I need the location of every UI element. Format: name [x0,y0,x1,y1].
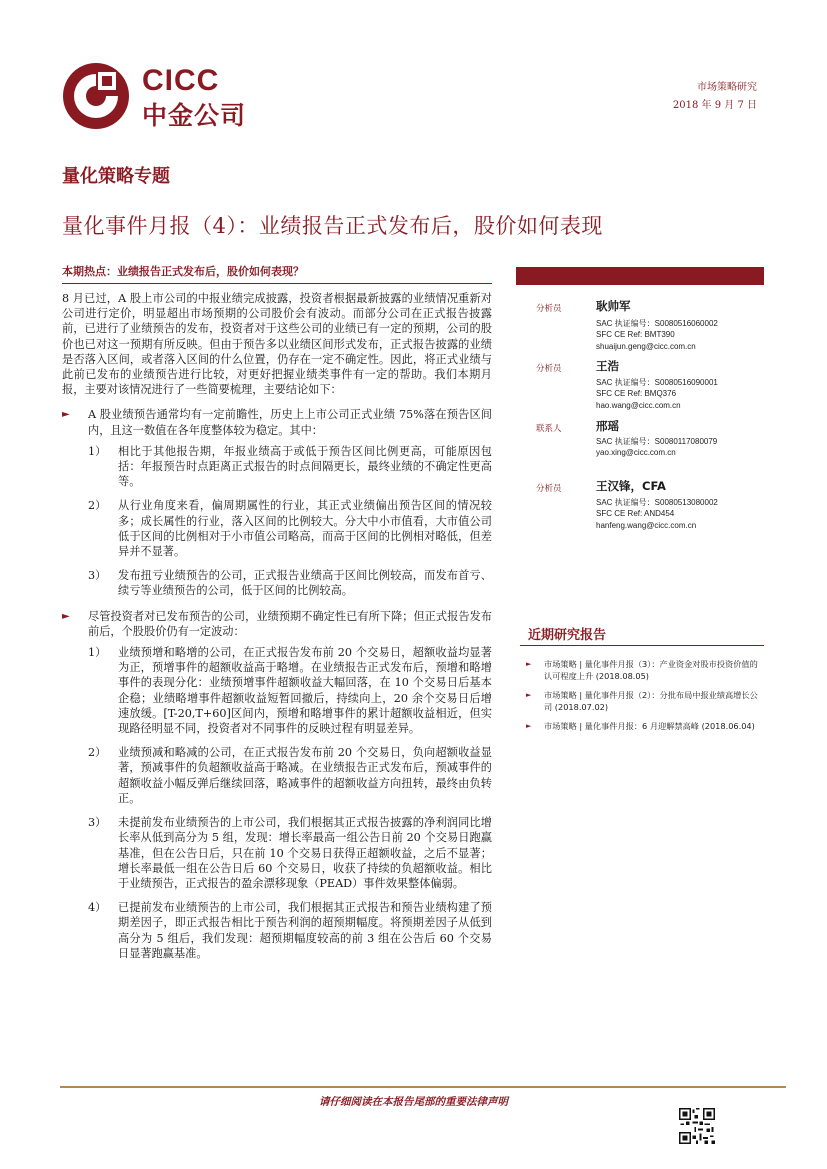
list-number: 2） [88,746,107,760]
main-body [62,291,492,970]
analyst-sfc: SFC CE Ref: BMT390 [596,330,675,339]
cicc-logo-icon [62,62,130,130]
analyst-email[interactable]: shuaijun.geng@cicc.com.cn [596,342,696,351]
analyst-email[interactable]: hanfeng.wang@cicc.com.cn [596,521,697,530]
hotspot-heading: 本期热点：业绩报告正式发布后，股价如何表现？ [62,265,304,278]
list-item [88,900,492,961]
list-text: 从行业角度来看，偏周期属性的行业，其正式业绩偏出预告区间的情况较多；成长属性的行业，落入区间的比例较大。分大中小市值看，大市值公司低于区间的比例相对于小市值公司略高，而高于区间的比例相对略低，但差异并不显著。 [118,499,492,559]
list-item [88,815,492,891]
analyst-name: 耿帅军 [596,299,631,313]
list-text: 相比于其他报告期，年报业绩高于或低于预告区间比例更高，可能原因包括：年报预告时点距离正式报告的时点间隔更长，最终业绩的不确定性更高等。 [118,444,492,489]
recent-report-item[interactable] [526,720,762,732]
analyst-name: 邢瑶 [596,419,619,433]
list-number: 2） [88,499,107,513]
list-number: 4） [88,901,107,915]
series-title: 量化策略专题 [62,166,170,187]
bullet-icon: ► [526,660,532,668]
list-number: 1） [88,444,107,458]
page-title: 量化事件月报（4）：业绩报告正式发布后，股价如何表现 [62,214,603,238]
analyst-name: 王浩 [596,359,619,373]
analyst-sfc: SFC CE Ref: BMQ376 [596,389,677,398]
qr-code-icon [679,1108,715,1144]
list-text: 未提前发布业绩预告的上市公司，我们根据其正式报告披露的净利润同比增长率从低到高分为 5 组，发现：增长率最高一组公告日前 20 个交易日跑赢基准，但在公告日后，只在前 10 个交易日获得正超额收益，之后不显著；增长率最低一组在公告日后 60 个交易日，收获了持续的负超额收益。相比于业绩预告，正式报告的盈余漂移现象（PEAD）事件效果整体偏弱。 [118,816,492,890]
bullet-icon: ► [526,691,532,699]
logo-text-zh: 中金公司 [142,101,247,130]
recent-report-text: 市场策略 | 量化事件月报（2）：分批布局中报业绩高增长公司 (2018.07.02) [544,690,758,712]
list-item [88,745,492,806]
analyst-role: 联系人 [536,424,562,434]
list-text: 已提前发布业绩预告的上市公司，我们根据其正式报告和预告业绩构建了预期差因子，即正式报告相比于预告利润的超预期幅度。将预期差因子从低到高分为 5 组后，我们发现：超预期幅度较高的前 3 组在公告后 60 个交易日显著跑赢基准。 [118,901,492,960]
analyst-sac: SAC 执证编号：S0080516060002 [596,319,718,328]
recent-report-text: 市场策略 | 量化事件月报：6 月迎解禁高峰 (2018.06.04) [544,721,755,731]
footer-divider [60,1086,786,1088]
recent-report-item[interactable] [526,689,762,713]
analyst-sac: SAC 执证编号：S0080117080079 [596,437,718,446]
bullet-text: 尽管投资者对已发布预告的公司，业绩预期不确定性已有所下降；但正式报告发布前后，个股股价仍有一定波动： [88,609,492,638]
analyst-email[interactable]: yao.xing@cicc.com.cn [596,448,676,457]
list-text: 发布扭亏业绩预告的公司，正式报告业绩高于区间比例较高，而发布首亏、续亏等业绩预告的公司，低于区间的比例较高。 [118,569,492,598]
list-text: 业绩预减和略减的公司，在正式报告发布前 20 个交易日，负向超额收益显著，预减事件的负超额收益高于略减。在业绩报告正式发布后，预减事件的超额收益小幅反弹后继续回落，略减事件的超额收益方向扭转，最终由负转正。 [118,746,492,805]
analyst-role: 分析员 [536,364,562,374]
analyst-sac: SAC 执证编号：S0080516090001 [596,378,718,387]
analyst-name: 王汉锋，CFA [596,479,666,493]
list-item [88,645,492,736]
analyst-sfc: SFC CE Ref: AND454 [596,509,675,518]
analyst-sac: SAC 执证编号：S0080513080002 [596,498,718,507]
analyst-role: 分析员 [536,304,562,314]
bullet-icon: ► [526,722,532,730]
bullet-text: A 股业绩预告通常均有一定前瞻性，历史上上市公司正式业绩 75%落在预告区间内，且这一数值在各年度整体较为稳定。其中： [88,408,492,437]
list-item [88,444,492,490]
report-date: 2018 年 9 月 7 日 [672,100,757,111]
logo-text-en: CICC [142,64,220,97]
list-number: 1） [88,646,107,660]
recent-report-item[interactable] [526,658,762,682]
triangle-bullet-icon: ► [62,610,70,622]
triangle-bullet-icon: ► [62,409,70,421]
sidebar-header-band [516,267,764,285]
recent-reports-title: 近期研究报告 [528,628,607,643]
bullet-point [62,407,492,437]
bullet-point [62,609,492,639]
analyst-email[interactable]: hao.wang@cicc.com.cn [596,401,681,410]
list-number: 3） [88,816,107,830]
intro-paragraph: 8 月已过，A 股上市公司的中报业绩完成披露，投资者根据最新披露的业绩情况重新对公司进行定价，明显超出市场预期的公司股价会有波动。而部分公司在正式报告披露前，已进行了业绩预告的发布，投资者对于这些公司的业绩已有一定的预期，公司的股价也已对这一预期有所反映。但由于预告多以业绩区间形式发布，正式报告披露的业绩是否落入区间，或者落入区间的什么位置，仍存在一定不确定性。因此，将正式业绩与此前已发布的业绩预告进行比较，对更好把握业绩类事件有一定的帮助。我们本期月报，主要对该情况进行了一些简要梳理，主要结论如下： [62,292,492,397]
legal-disclaimer: 请仔细阅读在本报告尾部的重要法律声明 [319,1096,508,1108]
list-number: 3） [88,569,107,583]
list-text: 业绩预增和略增的公司，在正式报告发布前 20 个交易日，超额收益均显著为正，预增事件的超额收益高于略增。在业绩报告正式发布后，预增和略增事件的表现分化：业绩预增事件超额收益大幅回落，在 10 个交易日后基本企稳；业绩略增事件超额收益短暂回撤后，持续向上，20 余个交易日后增速放缓。[T-20,T+60]区间内，预增和略增事件的累计超额收益相近，但实现路径明显不同，投资者对不同事件的反映过程有明显差异。 [118,646,492,736]
hotspot-divider [62,283,492,284]
analyst-role: 分析员 [536,484,562,494]
recent-reports-divider [520,645,764,646]
list-item [88,498,492,559]
list-item [88,568,492,598]
report-category: 市场策略研究 [697,82,757,93]
recent-report-text: 市场策略 | 量化事件月报（3）：产业资金对股市投资价值的认可程度上升 (2018.08.05) [544,659,758,681]
